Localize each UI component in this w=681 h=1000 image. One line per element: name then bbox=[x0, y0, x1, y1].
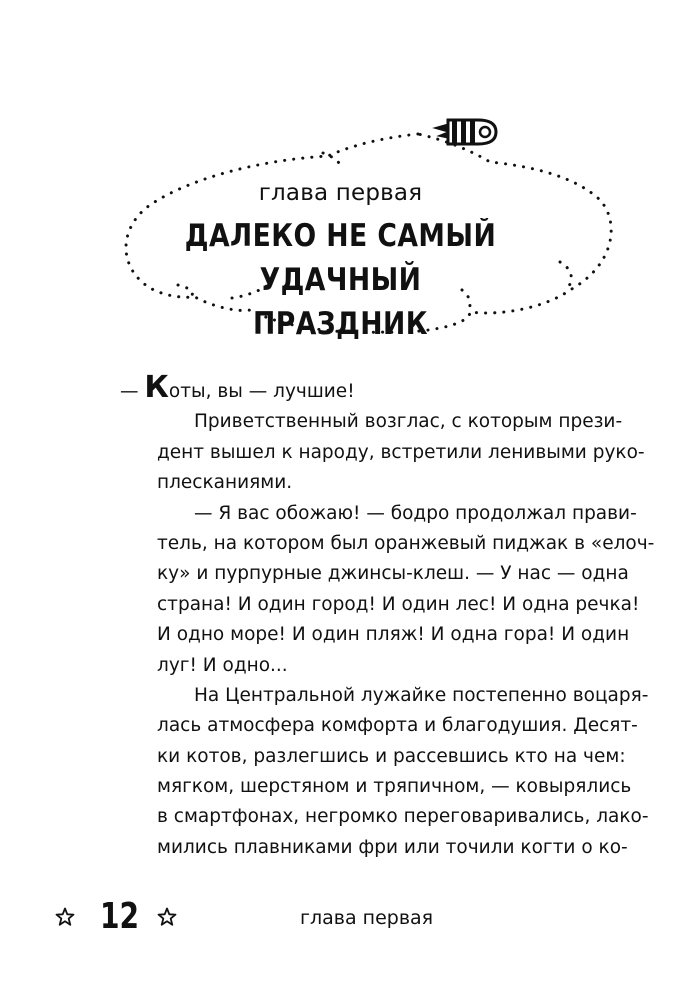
page-footer bbox=[0, 895, 681, 945]
text-line bbox=[120, 370, 560, 407]
text-line: страна! И один город! И один лес! И одна речка! bbox=[157, 593, 640, 615]
paragraph-1-rest: оты, вы — лучшие! bbox=[168, 381, 355, 402]
body-text bbox=[120, 370, 655, 863]
text-line: лась атмосфера комфорта и благодушия. Десят- bbox=[157, 715, 638, 737]
rocket-icon bbox=[434, 120, 496, 144]
text-line: ку» и пурпурные джинсы-клеш. — У нас — одна bbox=[157, 563, 629, 585]
text-line: тель, на котором был оранжевый пиджак в «елоч- bbox=[157, 532, 655, 554]
dash: — bbox=[120, 381, 145, 402]
chapter-title-line-2: ПРАЗДНИК bbox=[252, 306, 429, 342]
text-line: ки котов, разлегшись и рассевшись кто на чем: bbox=[157, 745, 626, 767]
paragraph-4 bbox=[120, 681, 649, 863]
text-line: мились плавниками фри или точили когти о ко- bbox=[157, 836, 628, 858]
page-number: 12 bbox=[100, 896, 140, 937]
drop-cap: К bbox=[144, 370, 169, 405]
text-line: в смартфонах, негромко переговаривались, лако- bbox=[157, 806, 649, 828]
text-line: Приветственный возглас, с которым прези- bbox=[194, 411, 623, 433]
text-line: И одно море! И один пляж! И одна гора! И один bbox=[157, 624, 630, 646]
star-icon bbox=[55, 907, 75, 927]
text-line: дент вышел к народу, встретили ленивыми руко- bbox=[157, 441, 645, 463]
text-line: — Я вас обожаю! — бодро продолжал прави- bbox=[194, 502, 637, 524]
paragraph-3 bbox=[120, 499, 655, 681]
text-line: плесканиями. bbox=[157, 472, 293, 494]
chapter-label: глава первая bbox=[258, 180, 423, 206]
text-line: На Центральной лужайке постепенно воцаря- bbox=[194, 684, 649, 706]
star-icon bbox=[157, 907, 177, 927]
text-line: мягком, шерстяном и тряпичном, — ковырялись bbox=[157, 776, 632, 798]
footer-chapter-label: глава первая bbox=[300, 907, 434, 929]
paragraph-1 bbox=[120, 370, 560, 407]
chapter-title-line-1: ДАЛЕКО НЕ САМЫЙ УДАЧНЫЙ bbox=[184, 218, 497, 298]
chapter-title bbox=[151, 214, 530, 346]
paragraph-2 bbox=[120, 407, 645, 498]
text-line: луг! И одно... bbox=[157, 654, 288, 676]
